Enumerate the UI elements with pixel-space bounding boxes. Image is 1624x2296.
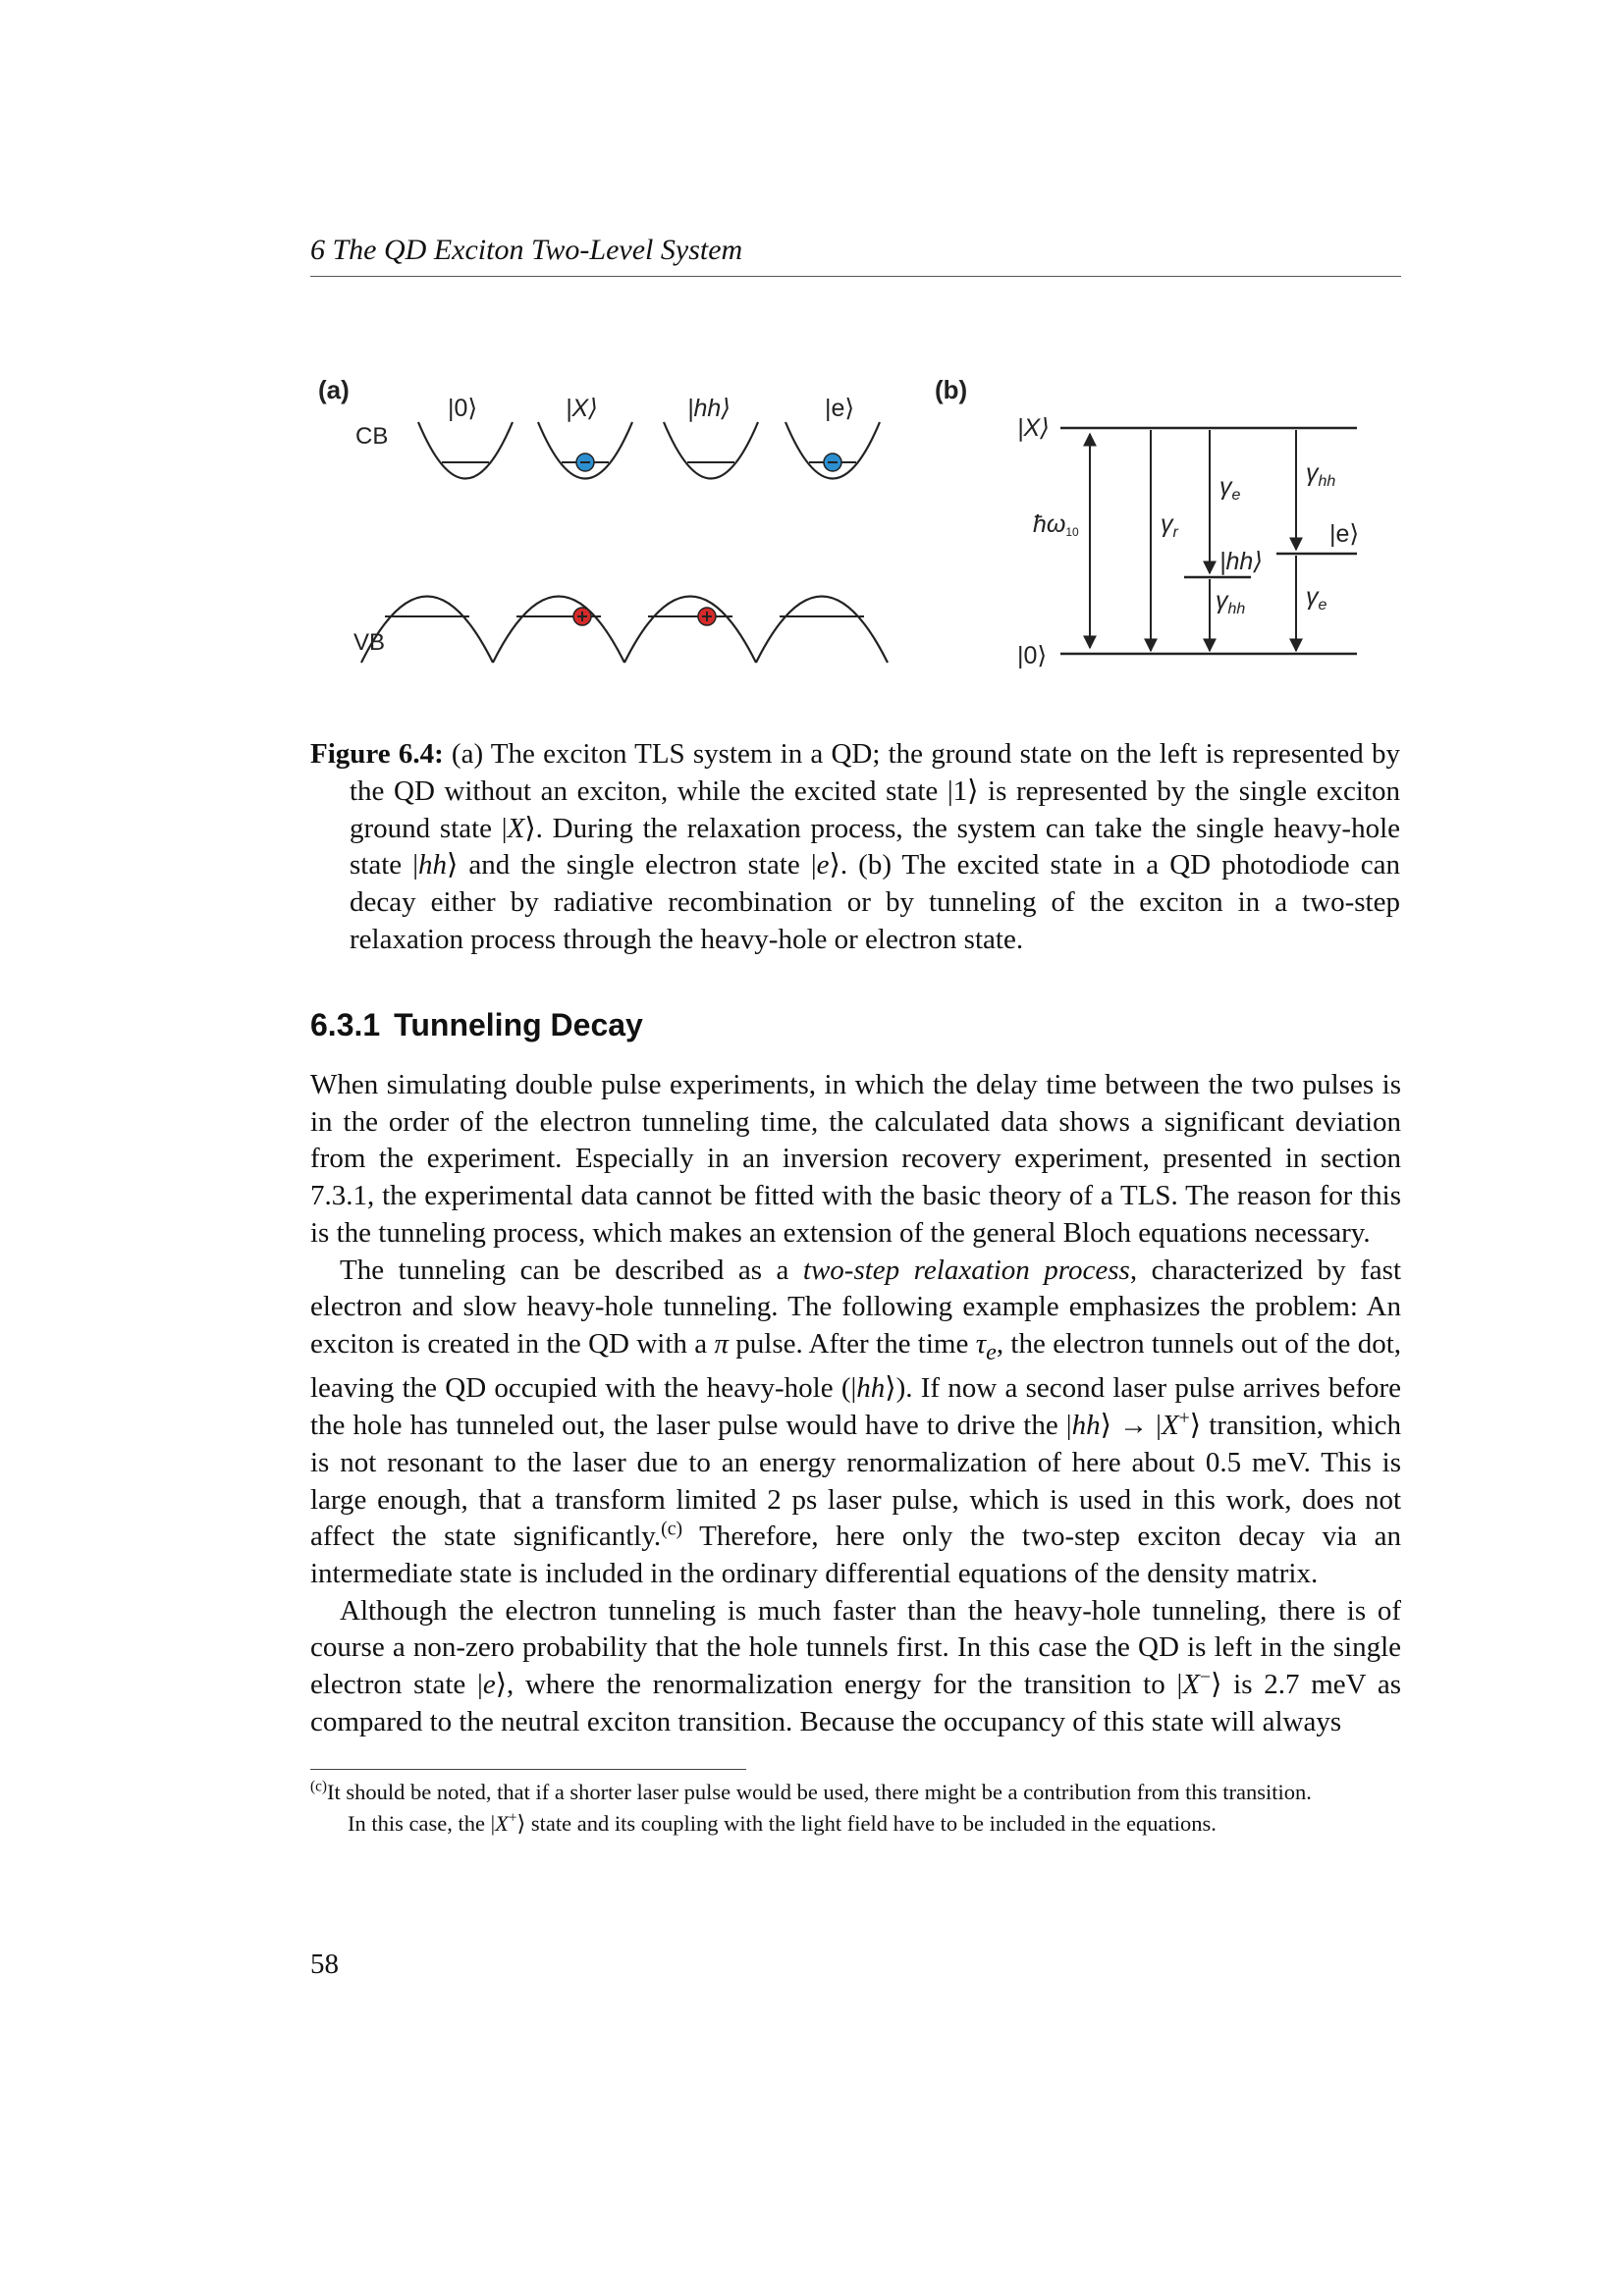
- page-number: 58: [310, 1949, 339, 1980]
- paragraph-2: The tunneling can be described as a two-step relaxation process, characterized by fast electron and slow heavy-hole tunneling. The following example emphasizes the problem: An exciton is created in the QD with a π pulse. After the time $\tau_e$, the electron tunnels out of the dot, leaving the QD occupied with the heavy-hole (|hh⟩). If now a second laser pulse arrives before the hole has tunneled out, the laser pulse would have to drive the |hh⟩ → |X+⟩ transition, which is not resonant to the laser due to an energy renormalization of here about 0.5 meV. This is large enough, that a transform limited 2 ps laser pulse, which is used in this work, does not affect the state significantly.$^{(c)}$ Therefore, here only the two-step exciton decay via an intermediate state is included in the ordinary differential equations of the density matrix.: [310, 1254, 1402, 1589]
- hole-hh: [698, 608, 716, 625]
- section-heading: [310, 1007, 643, 1043]
- electron-X: [576, 454, 594, 471]
- figure-caption: Figure 6.4: (a) The exciton TLS system in a QD; the ground state on the left is represented by the QD without an exciton, while the excited state |1⟩ is represented by the single exciton ground state |X⟩. During the relaxation process, the system can take the single heavy-hole state |hh⟩ and the single electron state |e⟩. (b) The excited state in a QD photodiode can decay either by radiative recombination or by tunneling of the exciton in a two-step relaxation process through the heavy-hole or electron state.: [310, 738, 1401, 955]
- figure-6-4: [304, 363, 1414, 677]
- state-label-X: |X⟩: [566, 395, 598, 422]
- panel-b-label: (b): [935, 375, 968, 404]
- vb-parabola-e: [756, 597, 888, 664]
- state-label-hh: |hh⟩: [687, 395, 731, 422]
- gamma-hh-bottom-label: $\gamma_{hh}$: [1216, 587, 1246, 617]
- footnote: [310, 1777, 1407, 1840]
- footnote-line-1: $^{(c)}$It should be noted, that if a shorter laser pulse would be used, there might be a contribution from this transition.: [310, 1778, 1312, 1804]
- vb-parabola-hh: [624, 597, 756, 664]
- cb-label: CB: [355, 423, 389, 450]
- level-X-label: |X⟩: [1017, 414, 1050, 442]
- cb-parabola-hh: [664, 422, 758, 479]
- header-rule: [310, 276, 1401, 277]
- state-label-e: |e⟩: [825, 395, 855, 422]
- section-title: Tunneling Decay: [394, 1007, 643, 1042]
- gamma-r-label: $\gamma_r$: [1161, 510, 1178, 541]
- hole-X: [573, 608, 591, 625]
- level-hh-label: |hh⟩: [1219, 548, 1264, 575]
- level-0-label: |0⟩: [1017, 642, 1048, 669]
- body-text: [310, 1067, 1401, 1740]
- paragraph-1: When simulating double pulse experiments, in which the delay time between the two pulses is in the order of the electron tunneling time, the calculated data shows a significant deviation from the experiment. Especially in an inversion recovery experiment, presented in section 7.3.1, the experimental data cannot be fitted with the basic theory of a TLS. The reason for this is the tunneling process, which makes an extension of the general Bloch equations necessary.: [310, 1069, 1401, 1249]
- panel-a-label: (a): [318, 375, 350, 404]
- gamma-e-bottom-label: $\gamma_e$: [1306, 583, 1327, 614]
- footnote-line-2: In this case, the |X+⟩ state and its coupling with the light field have to be included in the equations.: [348, 1809, 1217, 1836]
- caption-label: Figure 6.4:: [310, 738, 444, 770]
- section-number: 6.3.1: [310, 1007, 381, 1042]
- panel-a: [318, 375, 888, 663]
- paragraph-3: Although the electron tunneling is much faster than the heavy-hole tunneling, there is of course a non-zero probability that the hole tunnels first. In this case the QD is left in the single electron state |e⟩, where the renormalization energy for the transition to |X−⟩ is 2.7 meV as compared to the neutral exciton transition. Because the occupancy of this state will always: [310, 1594, 1401, 1737]
- footnote-marker[interactable]: (c): [661, 1518, 683, 1540]
- gamma-hh-top-label: $\gamma_{hh}$: [1306, 459, 1336, 490]
- level-e-label: |e⟩: [1329, 520, 1360, 548]
- vb-parabola-X: [493, 597, 624, 664]
- footnote-rule: [310, 1769, 746, 1770]
- cb-parabola-0: [418, 422, 513, 479]
- gamma-e-top-label: $\gamma_e$: [1219, 473, 1241, 504]
- panel-b: [935, 375, 1359, 669]
- running-head: 6 The QD Exciton Two-Level System: [310, 234, 743, 266]
- excitation-label: ħω10: [1033, 510, 1079, 539]
- vb-label: VB: [353, 629, 386, 656]
- state-label-0: |0⟩: [448, 395, 478, 422]
- electron-e: [824, 454, 841, 471]
